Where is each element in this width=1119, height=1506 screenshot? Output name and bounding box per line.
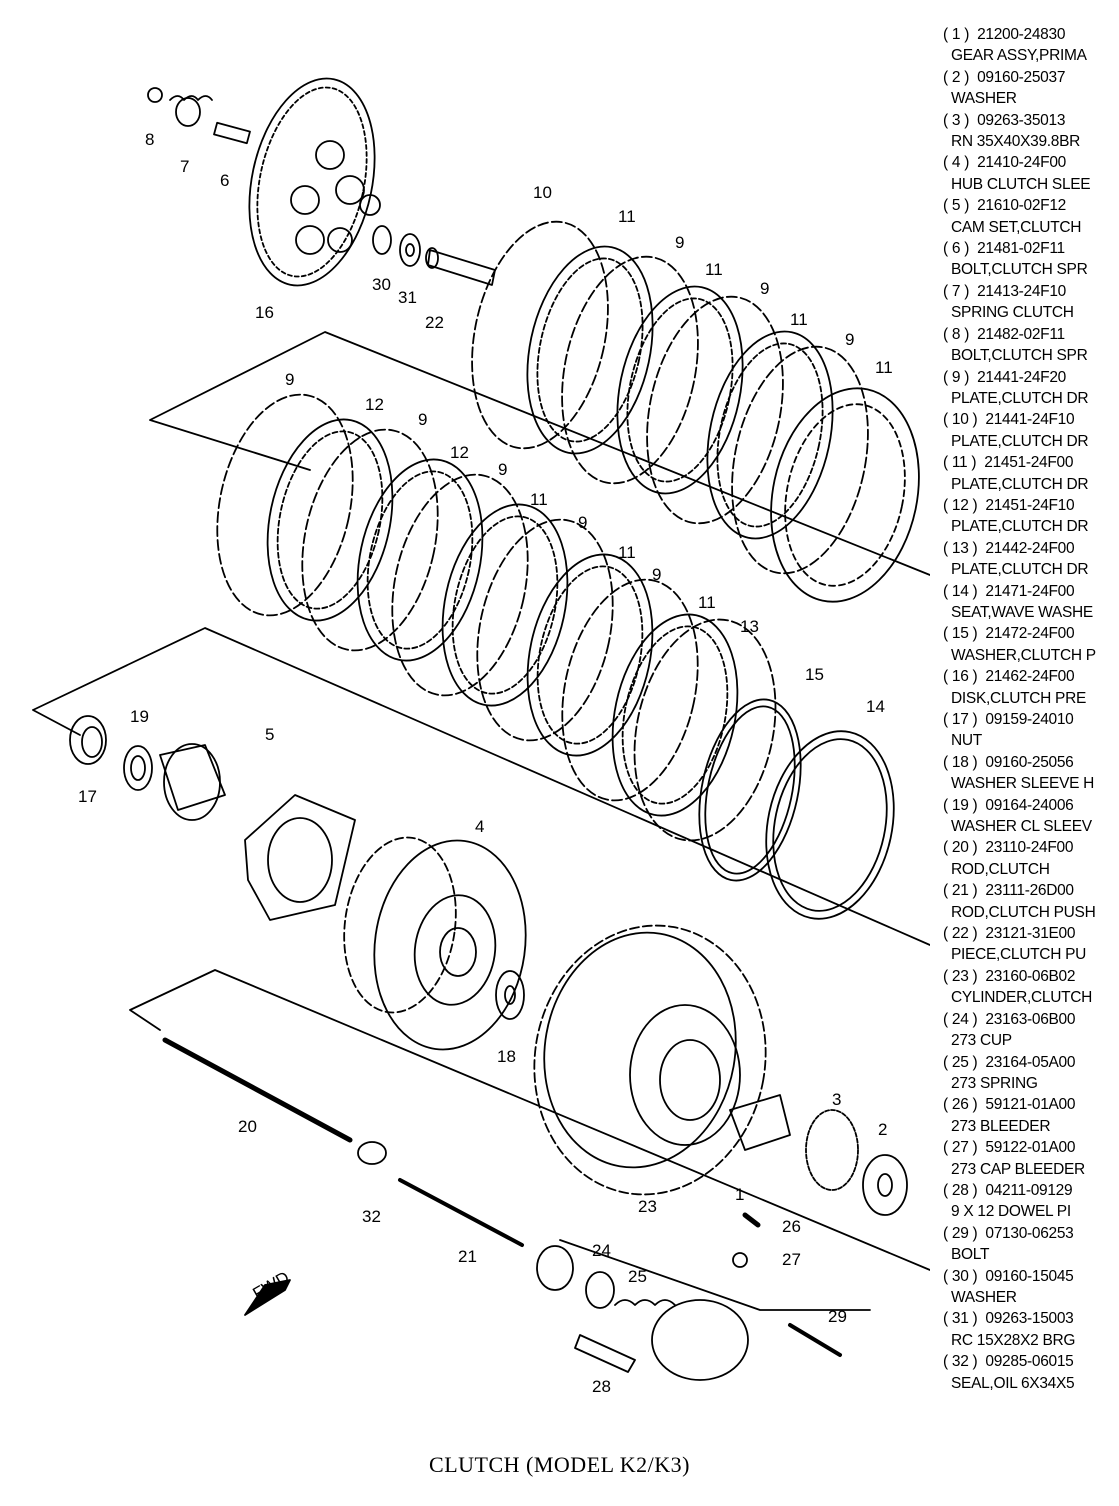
part-ref: ( 24 ): [943, 1010, 978, 1028]
part-description: 273 CUP: [951, 1032, 1012, 1050]
part-number-line: [943, 24, 1113, 45]
callout-16: 16: [255, 303, 274, 322]
part-description: PLATE,CLUTCH DR: [951, 518, 1089, 536]
part-description: ROD,CLUTCH: [951, 860, 1050, 878]
part-number-line: [943, 837, 1113, 858]
callout-20: 20: [238, 1117, 257, 1136]
part-description: WASHER: [951, 1288, 1017, 1306]
part-number-line: [943, 324, 1113, 345]
part-description: SEAT,WAVE WASHE: [951, 603, 1093, 621]
part-number: 09159-24010: [985, 711, 1074, 728]
part-number: 09160-25056: [985, 753, 1074, 771]
washer-bearing-piece: [373, 226, 495, 285]
callout-9h: 9: [652, 565, 662, 584]
part-number: 21610-02F12: [977, 197, 1066, 215]
callout-11g: 11: [698, 593, 716, 612]
part-number: 09160-15045: [985, 1267, 1074, 1285]
part-number: 21451-24F00: [984, 454, 1074, 472]
part-description: BOLT,CLUTCH SPR: [951, 261, 1088, 279]
part-ref: ( 21 ): [943, 882, 978, 900]
part-number-line: [943, 752, 1113, 773]
callout-7: 7: [180, 157, 190, 176]
callout-labels: [78, 130, 893, 1396]
part-ref: ( 26 ): [943, 1096, 978, 1114]
clutch-sleeve-hub: [333, 830, 539, 1059]
part-ref: ( 32 ): [943, 1353, 978, 1371]
group-outline-lower: [130, 970, 930, 1310]
diagram-caption: [0, 1452, 1119, 1478]
part-ref: ( 31 ): [943, 1310, 978, 1328]
part-description: SEAL,OIL 6X34X5: [951, 1374, 1075, 1392]
spring-bolt-set: [148, 88, 250, 143]
caption-text: CLUTCH (MODEL K2/K3): [429, 1452, 690, 1477]
callout-23: 23: [638, 1197, 657, 1216]
part-ref: ( 16 ): [943, 668, 978, 686]
part-number-line: [943, 1351, 1113, 1372]
part-ref: ( 23 ): [943, 967, 978, 985]
part-ref: ( 30 ): [943, 1267, 978, 1285]
part-number-line: [943, 195, 1113, 216]
callout-31: 31: [398, 288, 417, 307]
part-ref: ( 14 ): [943, 582, 978, 600]
callout-24: 24: [592, 1241, 611, 1260]
part-ref: ( 5 ): [943, 197, 970, 215]
part-ref: ( 28 ): [943, 1181, 978, 1199]
part-number-line: [943, 1223, 1113, 1244]
part-description: DISK,CLUTCH PRE: [951, 689, 1087, 707]
part-ref: ( 2 ): [943, 68, 970, 86]
callout-13: 13: [740, 617, 759, 636]
callout-17: 17: [78, 787, 97, 806]
nut-washer-cam: [70, 716, 355, 920]
callout-9d: 9: [285, 370, 295, 389]
callout-9g: 9: [578, 513, 588, 532]
part-description: NUT: [951, 732, 982, 750]
part-number-line: [943, 923, 1113, 944]
part-number-line: [943, 110, 1113, 131]
part-number: 23160-06B02: [985, 967, 1076, 985]
part-number-line: [943, 966, 1113, 987]
callout-14: 14: [866, 697, 885, 716]
part-ref: ( 11 ): [943, 454, 977, 472]
part-number-line: [943, 709, 1113, 730]
part-number: 23110-24F00: [985, 839, 1074, 857]
callout-15: 15: [805, 665, 824, 684]
callout-21: 21: [458, 1247, 477, 1266]
part-number-line: [943, 1009, 1113, 1030]
callout-19: 19: [130, 707, 149, 726]
callout-9c: 9: [845, 330, 855, 349]
part-number-line: [943, 238, 1113, 259]
part-ref: ( 25 ): [943, 1053, 978, 1071]
part-ref: ( 10 ): [943, 411, 978, 429]
part-ref: ( 8 ): [943, 325, 970, 343]
callout-2: 2: [878, 1120, 888, 1139]
part-number-line: [943, 1308, 1113, 1329]
part-number-line: [943, 1052, 1113, 1073]
part-number-line: [943, 623, 1113, 644]
part-description: RN 35X40X39.8BR: [951, 133, 1081, 151]
part-number: 21472-24F00: [985, 625, 1075, 643]
part-description: GEAR ASSY,PRIMA: [951, 47, 1087, 65]
group-outline-middle: [33, 628, 930, 945]
part-number-line: [943, 152, 1113, 173]
part-description: BOLT,CLUTCH SPR: [951, 347, 1088, 365]
callout-12b: 12: [450, 443, 469, 462]
callout-18: 18: [497, 1047, 516, 1066]
part-number: 23111-26D00: [985, 882, 1074, 900]
callout-32: 32: [362, 1207, 381, 1226]
part-description: RC 15X28X2 BRG: [951, 1331, 1076, 1349]
part-number-line: [943, 666, 1113, 687]
callout-11f: 11: [618, 543, 636, 562]
part-number: 21441-24F20: [977, 368, 1066, 386]
part-ref: ( 1 ): [943, 26, 970, 43]
part-number-line: [943, 1137, 1113, 1158]
callout-27: 27: [782, 1250, 801, 1269]
callout-26: 26: [782, 1217, 801, 1236]
callout-30: 30: [372, 275, 391, 294]
callout-6: 6: [220, 171, 230, 190]
part-number: 09285-06015: [985, 1353, 1074, 1371]
callout-3: 3: [832, 1090, 842, 1109]
callout-12a: 12: [365, 395, 384, 414]
part-number: 59122-01A00: [985, 1139, 1076, 1157]
part-number: 21200-24830: [977, 26, 1066, 43]
part-number: 59121-01A00: [985, 1096, 1076, 1114]
part-description: PIECE,CLUTCH PU: [951, 946, 1087, 964]
part-description: SPRING CLUTCH: [951, 304, 1074, 322]
part-number-line: [943, 581, 1113, 602]
callout-11a: 11: [618, 207, 636, 226]
part-description: PLATE,CLUTCH DR: [951, 432, 1089, 450]
part-number: 09263-35013: [977, 111, 1066, 129]
callout-5: 5: [265, 725, 275, 744]
part-number: 21410-24F00: [977, 154, 1066, 172]
part-number-line: [943, 495, 1113, 516]
part-ref: ( 19 ): [943, 796, 978, 814]
part-number-line: [943, 880, 1113, 901]
part-ref: ( 27 ): [943, 1139, 978, 1157]
part-description: WASHER,CLUTCH P: [951, 646, 1096, 664]
part-description: 273 SPRING: [951, 1074, 1038, 1092]
clutch-rods: [165, 1040, 522, 1245]
part-description: 273 CAP BLEEDER: [951, 1160, 1085, 1178]
part-description: PLATE,CLUTCH DR: [951, 475, 1089, 493]
primary-gear-assembly: [513, 907, 907, 1215]
part-number: 09263-15003: [985, 1310, 1074, 1328]
clutch-cylinder-set: [245, 1215, 840, 1380]
part-number: 09160-25037: [977, 68, 1066, 86]
callout-9a: 9: [675, 233, 685, 252]
callout-9e: 9: [418, 410, 428, 429]
callout-10: 10: [533, 183, 552, 202]
parts-list: [943, 24, 1113, 1394]
callout-8: 8: [145, 130, 155, 149]
callout-9f: 9: [498, 460, 508, 479]
part-ref: ( 4 ): [943, 154, 970, 172]
part-number-line: [943, 452, 1113, 473]
pressure-disk-part: [231, 67, 392, 297]
callout-4: 4: [475, 817, 485, 836]
wave-washer-rings: [684, 690, 910, 931]
part-description: CYLINDER,CLUTCH: [951, 989, 1093, 1007]
part-description: ROD,CLUTCH PUSH: [951, 903, 1096, 921]
part-number: 21413-24F10: [977, 282, 1066, 300]
callout-9b: 9: [760, 279, 770, 298]
part-ref: ( 3 ): [943, 111, 970, 129]
part-number-line: [943, 409, 1113, 430]
middle-clutch-plate-stack: [198, 382, 795, 854]
fwd-marker: FWD: [249, 1267, 293, 1304]
part-number: 07130-06253: [985, 1224, 1074, 1242]
part-ref: ( 13 ): [943, 539, 978, 557]
part-number: 09164-24006: [985, 796, 1074, 814]
part-number: 21482-02F11: [977, 325, 1065, 343]
part-number-line: [943, 538, 1113, 559]
part-number: 23164-05A00: [985, 1053, 1076, 1071]
part-number: 23121-31E00: [985, 925, 1076, 943]
part-description: WASHER CL SLEEV: [951, 818, 1092, 836]
callout-11b: 11: [705, 260, 723, 279]
part-number: 23163-06B00: [985, 1010, 1076, 1028]
part-ref: ( 6 ): [943, 240, 970, 258]
callout-1: 1: [735, 1185, 745, 1204]
part-ref: ( 17 ): [943, 711, 978, 728]
part-ref: ( 15 ): [943, 625, 978, 643]
callout-22: 22: [425, 313, 444, 332]
part-number: 21441-24F10: [985, 411, 1075, 429]
part-number: 21462-24F00: [985, 668, 1075, 686]
part-number: 04211-09129: [985, 1181, 1073, 1199]
part-description: CAM SET,CLUTCH: [951, 218, 1082, 236]
callout-11c: 11: [790, 310, 808, 329]
part-ref: ( 22 ): [943, 925, 978, 943]
part-ref: ( 18 ): [943, 753, 978, 771]
part-description: PLATE,CLUTCH DR: [951, 389, 1089, 407]
part-number-line: [943, 1094, 1113, 1115]
part-description: BOLT: [951, 1246, 990, 1264]
part-number: 21442-24F00: [985, 539, 1075, 557]
part-ref: ( 29 ): [943, 1224, 978, 1242]
part-number: 21451-24F10: [985, 496, 1075, 514]
part-number-line: [943, 1266, 1113, 1287]
part-number-line: [943, 281, 1113, 302]
callout-25: 25: [628, 1267, 647, 1286]
part-number-line: [943, 1180, 1113, 1201]
part-description: 273 BLEEDER: [951, 1117, 1051, 1135]
callout-11d: 11: [875, 358, 893, 377]
part-ref: ( 20 ): [943, 839, 978, 857]
part-description: HUB CLUTCH SLEE: [951, 175, 1091, 193]
part-number: 21481-02F11: [977, 240, 1065, 258]
part-description: WASHER: [951, 90, 1017, 108]
callout-11e: 11: [530, 490, 548, 509]
part-number-line: [943, 67, 1113, 88]
part-number-line: [943, 367, 1113, 388]
part-number-line: [943, 795, 1113, 816]
part-description: PLATE,CLUTCH DR: [951, 561, 1089, 579]
part-ref: ( 9 ): [943, 368, 970, 386]
callout-28: 28: [592, 1377, 611, 1396]
part-description: 9 X 12 DOWEL PI: [951, 1203, 1071, 1221]
part-ref: ( 7 ): [943, 282, 970, 300]
part-number: 21471-24F00: [985, 582, 1075, 600]
part-ref: ( 12 ): [943, 496, 978, 514]
callout-29: 29: [828, 1307, 847, 1326]
part-description: WASHER SLEEVE H: [951, 775, 1095, 793]
